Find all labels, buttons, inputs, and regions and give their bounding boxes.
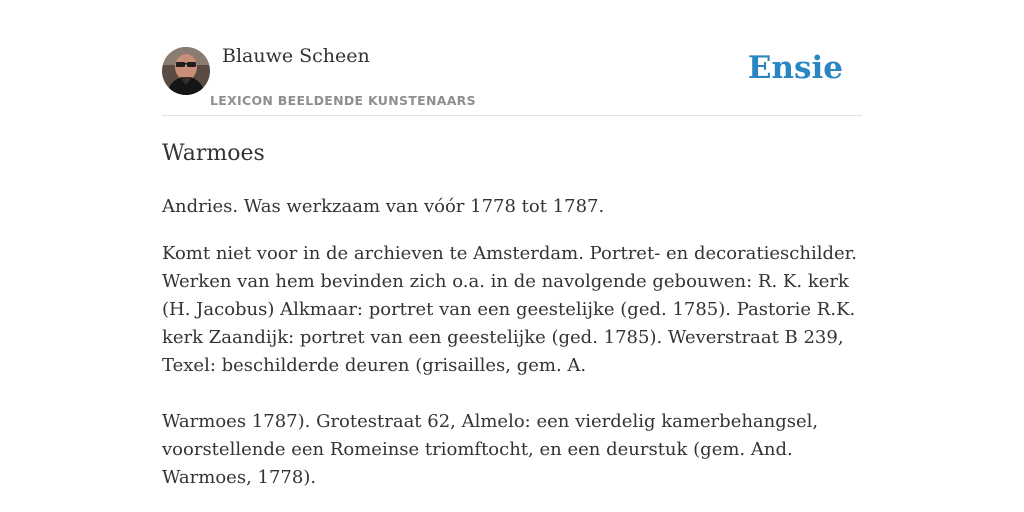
category-label[interactable]: LEXICON BEELDENDE KUNSTENAARS [210,93,476,108]
header-divider [162,115,862,116]
avatar-photo [162,47,210,95]
article-title: Warmoes [162,141,265,166]
article-paragraph: Andries. Was werkzaam van vóór 1778 tot 1787. [162,196,605,217]
article-body [162,138,862,492]
author-avatar[interactable] [162,47,210,95]
brand-logo[interactable]: Ensie [747,50,843,86]
author-name[interactable]: Blauwe Scheen [222,45,370,67]
article-paragraph: Warmoes 1787). Grotestraat 62, Almelo: een vierdelig kamerbehangsel, voorstellende een Romeinse triomftocht, en een deurstuk (gem. And. Warmoes, 1778). [162,411,819,488]
article-paragraph: Komt niet voor in de archieven te Amsterdam. Portret- en decoratieschilder. Werken van hem bevinden zich o.a. in de navolgende gebouwen: R. K. kerk (H. Jacobus) Alkmaar: portret van een geestelijke (ged. 1785). Pastorie R.K. kerk Zaandijk: portret van een geestelijke (ged. 1785). Weverstraat B 239, Texel: beschilderde deuren (grisailles, gem. A. [162,243,857,376]
